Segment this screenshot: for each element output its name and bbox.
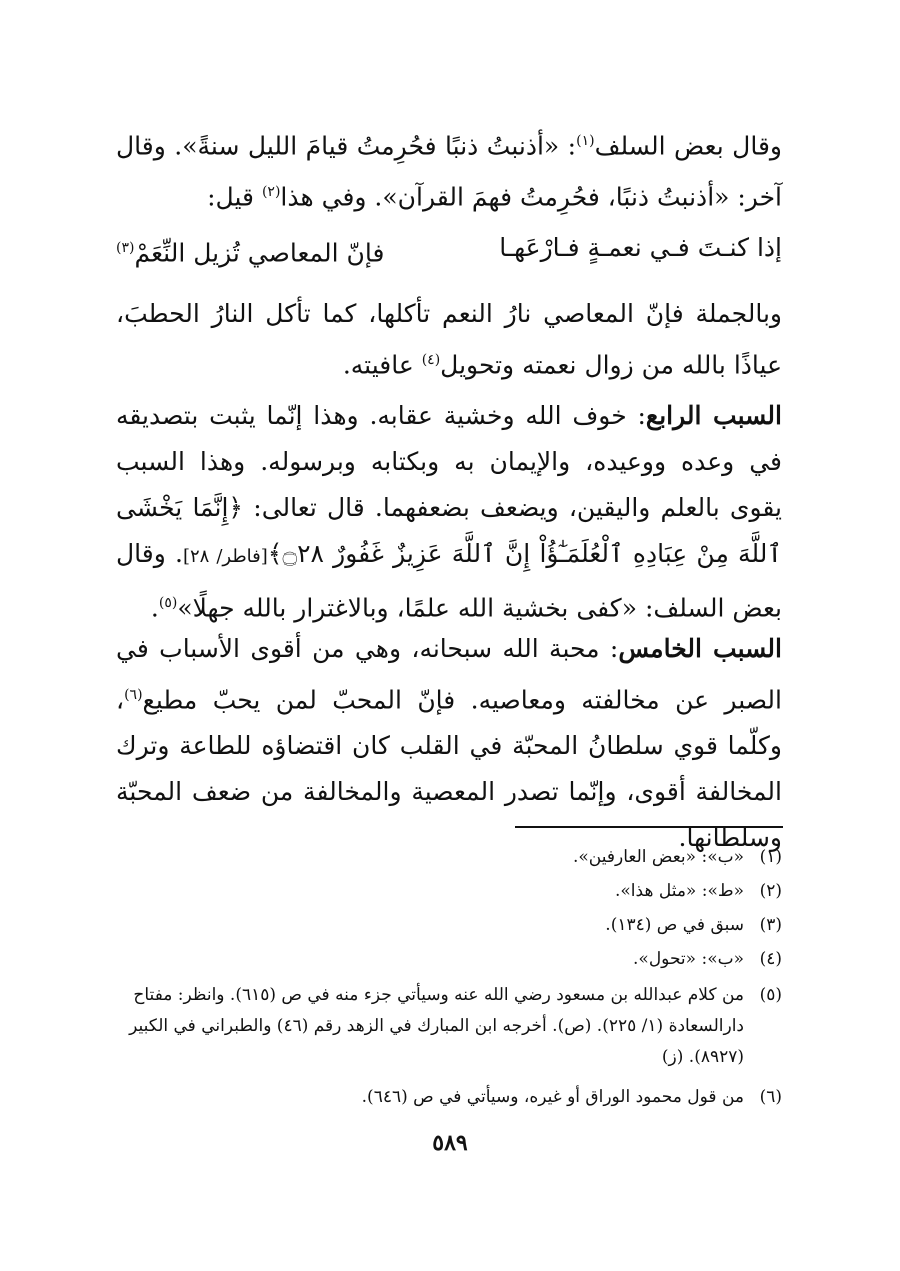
verse-first-hemistich: إذا كنـتَ فـي نعمـةٍ فـارْعَهـا	[499, 233, 782, 262]
footnote-ref-4[interactable]: (٤)	[421, 352, 441, 368]
paragraph-4: السبب الخامس: محبة الله سبحانه، وهي من أقوى الأسباب في الصبر عن مخالفته ومعاصيه. فإنّ المحبّ لمن يحبّ مطيع$^{(٦)}$، وكلّما قوي سلطانُ المحبّة في القلب كان اقتضاؤه للطاعة وترك المخالفة أقوى، وإنّما تصدر المعصية والمخالفة من ضعف المحبّة وسلطانها.	[116, 634, 782, 853]
paragraph-3: السبب الرابع: خوف الله وخشية عقابه. وهذا إنّما يثبت بتصديقه في وعده ووعيده، والإيمان به وبكتابه وبرسوله. وهذا السبب يقوى بالعلم واليقين، ويضعف بضعفهما. قال تعالى: ﴿إِنَّمَا يَخْشَى ٱللَّهَ مِنْ عِبَادِهِ ٱلْعُلَمَـٰٓؤُاْ إِنَّ ٱللَّهَ عَزِيزٌ غَفُورٌ ۝٢٨﴾[فاطر/ ٢٨]. وقال بعض السلف: «كفى بخشية الله علمًا، وبالاغترار بالله جهلًا»$^{(٥)}$.	[116, 401, 783, 623]
footnote-2: (٢) «ط»: «مثل هذا».	[615, 881, 782, 901]
footnote-ref-2[interactable]: (٢)	[261, 184, 281, 201]
footnote-ref-3[interactable]: (٣)	[116, 240, 135, 256]
footnote-1: (١) «ب»: «بعض العارفين».	[573, 847, 782, 867]
quran-reference: [فاطر/ ٢٨]	[182, 546, 268, 567]
section-heading-fifth-cause: السبب الخامس	[618, 634, 782, 663]
section-heading-fourth-cause: السبب الرابع	[645, 401, 782, 430]
footnote-ref-6[interactable]: (٦)	[124, 687, 143, 703]
paragraph-1: وقال بعض السلف$^{(١)}$: «أذنبتُ ذنبًا فحُرِمتُ قيامَ الليل سنةً». وقال آخر: «أذنبتُ ذنبًا، فحُرِمتُ فهمَ القرآن». وفي هذا$^{(٢)}$ قيل:	[116, 131, 782, 212]
footnote-6: (٦) من قول محمود الوراق أو غيره، وسيأتي في ص (٦٤٦).	[361, 1087, 782, 1107]
footnote-4: (٤) «ب»: «تحول».	[633, 949, 782, 969]
footnote-5: (٥) من كلام عبدالله بن مسعود رضي الله عنه وسيأتي جزء منه في ص (٦١٥). وانظر: مفتاح دارالسعادة (١/ ٢٢٥). (ص). أخرجه ابن المبارك في الزهد رقم (٤٦) والطبراني في الكبير (٨٩٢٧). (ز)	[129, 985, 782, 1067]
paragraph-2: وبالجملة فإنّ المعاصي نارُ النعم تأكلها، كما تأكل النارُ الحطبَ، عياذًا بالله من زوال نعمته وتحويل$^{(٤)}$ عافيته.	[116, 299, 782, 380]
verse-second-hemistich: فإنّ المعاصي تُزيل النِّعَمْ$^{(٣)}$	[116, 238, 385, 268]
poem-verse	[116, 223, 782, 273]
footnote-ref-1[interactable]: (١)	[576, 133, 595, 149]
footnote-3: (٣) سبق في ص (١٣٤).	[605, 915, 782, 935]
footnote-divider	[515, 826, 783, 828]
footnote-ref-5[interactable]: (٥)	[158, 595, 178, 611]
page-number: ٥٨٩	[432, 1130, 468, 1156]
